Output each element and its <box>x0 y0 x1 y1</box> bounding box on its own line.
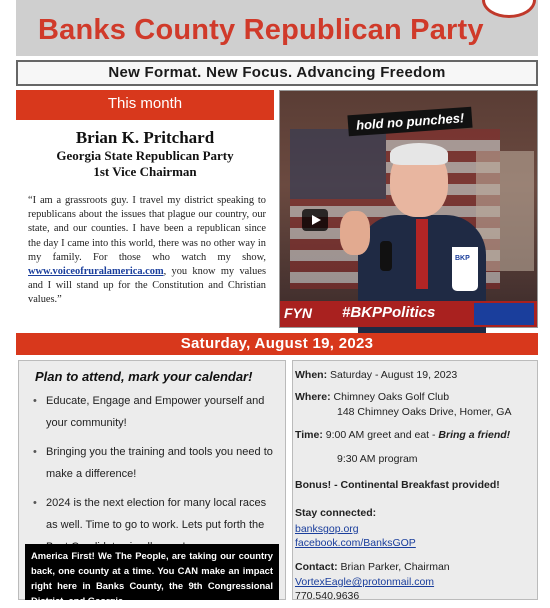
month-label: This month <box>16 90 274 120</box>
contact-phone: 770.540.9636 <box>295 590 360 602</box>
show-hashtag: #BKPPolitics <box>342 304 436 321</box>
bonus-text: Bonus! - Continental Breakfast provided! <box>295 479 500 491</box>
contact-label: Contact: <box>295 561 338 573</box>
where-line1: Chimney Oaks Golf Club <box>333 391 450 403</box>
when-label: When: <box>295 369 328 381</box>
header-band <box>16 0 538 56</box>
when-value: Saturday - August 19, 2023 <box>330 369 458 381</box>
speaker-quote <box>28 194 266 308</box>
video-ticker <box>280 301 537 327</box>
where-label: Where: <box>295 391 331 403</box>
speaker-hand <box>340 211 370 255</box>
quote-part2: , you know my values and I will stand up for the Constitution and Christian values.” <box>28 266 266 306</box>
where-row <box>295 391 449 403</box>
event-details-panel <box>292 360 538 600</box>
stay-connected-label: Stay connected: <box>295 507 377 519</box>
speaker-tie <box>416 219 428 289</box>
america-first-callout: America First! We The People, are taking our country back, one county at a time. You CAN make an impact right here in Banks County, the 9th Congressional District, and Georgia. <box>25 544 279 600</box>
event-date-bar: Saturday, August 19, 2023 <box>16 333 538 355</box>
list-item: • Educate, Engage and Empower yourself and your community! <box>33 390 273 434</box>
plan-bullets <box>33 390 285 558</box>
show-link[interactable]: www.voiceofruralamerica.com <box>28 266 164 278</box>
time-label: Time: <box>295 429 323 441</box>
play-icon[interactable] <box>302 209 328 231</box>
website-link[interactable]: banksgop.org <box>295 523 359 535</box>
when-row <box>295 369 457 381</box>
cup <box>452 247 478 291</box>
list-item: • 2024 is the next election for many local races as well. Time to go to work. Lets put forth the <box>33 492 273 558</box>
bring-friend: Bring a friend! <box>438 429 511 441</box>
time-row <box>295 429 510 441</box>
microphone <box>380 241 392 271</box>
time-line1: 9:00 AM greet and eat - <box>325 429 436 441</box>
where-line2: 148 Chimney Oaks Drive, Homer, GA <box>337 406 512 418</box>
speaker-name: Brian K. Pritchard <box>75 128 215 147</box>
speaker-feature <box>16 90 274 328</box>
plan-heading: Plan to attend, mark your calendar! <box>35 369 253 384</box>
list-item: • Bringing you the training and tools you need to make a difference! <box>33 441 273 485</box>
contact-email-link[interactable]: VortexEagle@protonmail.com <box>295 576 435 588</box>
contact-name: Brian Parker, Chairman <box>340 561 450 573</box>
ticker-badge <box>474 303 534 325</box>
speaker-hair <box>390 143 448 165</box>
speaker-role-line2: 1st Vice Chairman <box>93 164 197 179</box>
facebook-link[interactable]: facebook.com/BanksGOP <box>295 537 416 549</box>
party-title: Banks County Republican Party <box>38 14 484 46</box>
contact-row <box>295 561 450 573</box>
cup-label: BKP <box>455 255 470 262</box>
quote-part1: “I am a grassroots guy. I travel my district speaking to republicans about the issues that plague our country, our state, and our counties. I have been a republican since the day I came into this world, there was no other way in my family. For those who watch my show, <box>28 195 266 263</box>
plan-panel <box>18 360 286 606</box>
video-banner: hold no punches! <box>347 107 472 137</box>
speaker-role-line1: Georgia State Republican Party <box>56 148 234 163</box>
channel-logo: FYN <box>284 305 312 321</box>
time-line2: 9:30 AM program <box>337 453 418 465</box>
speaker-video[interactable] <box>279 90 538 328</box>
tagline: New Format. New Focus. Advancing Freedom <box>16 60 538 86</box>
